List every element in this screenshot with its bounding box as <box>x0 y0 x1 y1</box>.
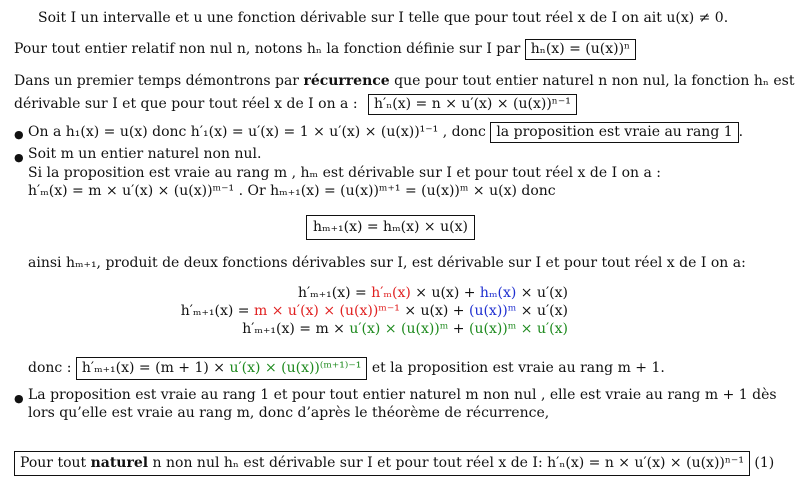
init-text: On a h₁(x) = u(x) donc h′₁(x) = u′(x) = 1 × u′(x) × (u(x))¹⁻¹ , donc <box>28 124 486 140</box>
derivative-line-3 <box>128 320 568 338</box>
plan-line-2 <box>14 94 577 115</box>
final-bold: naturel <box>90 455 149 471</box>
heredity-line-1: Soit m un entier naturel non nul. <box>28 146 262 162</box>
deriv-1-blue: hₘ(x) <box>479 285 517 301</box>
init-line <box>28 122 743 143</box>
init-box: la proposition est vraie au rang 1 <box>490 122 738 143</box>
init-end: . <box>738 124 744 140</box>
plan-line-1 <box>14 72 794 90</box>
deriv-1-red: h′ₘ(x) <box>371 285 411 301</box>
heredity-line-3: h′ₘ(x) = m × u′(x) × (u(x))ᵐ⁻¹ . Or hₘ₊₁(x) = (u(x))ᵐ⁺¹ = (u(x))ᵐ × u(x) donc <box>28 183 556 199</box>
plan-text-a: Dans un premier temps démontrons par <box>14 73 299 89</box>
conclusion-line-2: lors qu’elle est vraie au rang m, donc d’après le théorème de récurrence, <box>28 405 550 421</box>
product-box: hₘ₊₁(x) = hₘ(x) × u(x) <box>306 215 475 240</box>
ainsi-line: ainsi hₘ₊₁, produit de deux fonctions dérivables sur I, est dérivable sur I et pour tout réel x de I on a: <box>28 255 746 271</box>
derivative-line-1 <box>128 284 568 302</box>
derivative-line-2 <box>128 302 568 320</box>
plan-text-c: dérivable sur I et que pour tout réel x de I on a : <box>14 96 358 112</box>
plan-bold: récurrence <box>303 73 390 89</box>
product-line <box>306 215 475 240</box>
definition-line <box>14 39 636 60</box>
deriv-2-lhs: h′ₘ₊₁(x) = <box>180 303 254 319</box>
equation-ref: (1) <box>754 455 775 471</box>
deriv-3-green-b: (u(x))ᵐ × u′(x) <box>469 321 568 337</box>
donc-box <box>76 357 367 380</box>
deriv-2-mid: × u(x) + <box>399 303 469 319</box>
donc-box-green: u′(x) × (u(x))⁽ᵐ⁺¹⁾⁻¹ <box>229 360 362 376</box>
bullet-heredity: ● <box>14 151 24 164</box>
final-text-a: Pour tout <box>20 455 87 471</box>
deriv-3-lhs: h′ₘ₊₁(x) = m × <box>242 321 350 337</box>
conclusion-line-1: La proposition est vraie au rang 1 et pour tout entier naturel m non nul , elle est vraie au rang m + 1 dès <box>28 387 777 403</box>
deriv-3-mid: + <box>448 321 469 337</box>
deriv-2-red: m × u′(x) × (u(x))ᵐ⁻¹ <box>253 303 400 319</box>
intro-text: Soit I un intervalle et u une fonction dérivable sur I telle que pour tout réel x de I on ait u(x) ≠ 0. <box>38 10 729 26</box>
bullet-init: ● <box>14 128 24 141</box>
deriv-3-green-a: u′(x) × (u(x))ᵐ <box>349 321 449 337</box>
final-text-b: n non nul hₙ est dérivable sur I et pour tout réel x de I: h′ₙ(x) = n × u′(x) × (u(x))ⁿ⁻¹ <box>152 455 744 471</box>
donc-end: et la proposition est vraie au rang m + 1. <box>371 360 665 376</box>
donc-line <box>28 357 665 380</box>
bullet-conclusion: ● <box>14 392 24 405</box>
definition-box: hₙ(x) = (u(x))ⁿ <box>525 39 636 60</box>
donc-box-lhs: h′ₘ₊₁(x) = (m + 1) × <box>81 360 230 376</box>
donc-label: donc : <box>28 360 72 376</box>
deriv-2-blue: (u(x))ᵐ <box>468 303 517 319</box>
deriv-1-end: × u′(x) <box>516 285 568 301</box>
final-box <box>14 451 750 476</box>
plan-text-b: que pour tout entier naturel n non nul, la fonction hₙ est <box>394 73 795 89</box>
deriv-2-end: × u′(x) <box>516 303 568 319</box>
plan-box: h′ₙ(x) = n × u′(x) × (u(x))ⁿ⁻¹ <box>368 94 577 115</box>
deriv-1-mid: × u(x) + <box>410 285 480 301</box>
heredity-line-2: Si la proposition est vraie au rang m , hₘ est dérivable sur I et pour tout réel x de I on a : <box>28 165 661 181</box>
definition-text: Pour tout entier relatif non nul n, notons hₙ la fonction définie sur I par <box>14 41 521 57</box>
deriv-1-lhs: h′ₘ₊₁(x) = <box>297 285 372 301</box>
final-line <box>14 451 774 476</box>
